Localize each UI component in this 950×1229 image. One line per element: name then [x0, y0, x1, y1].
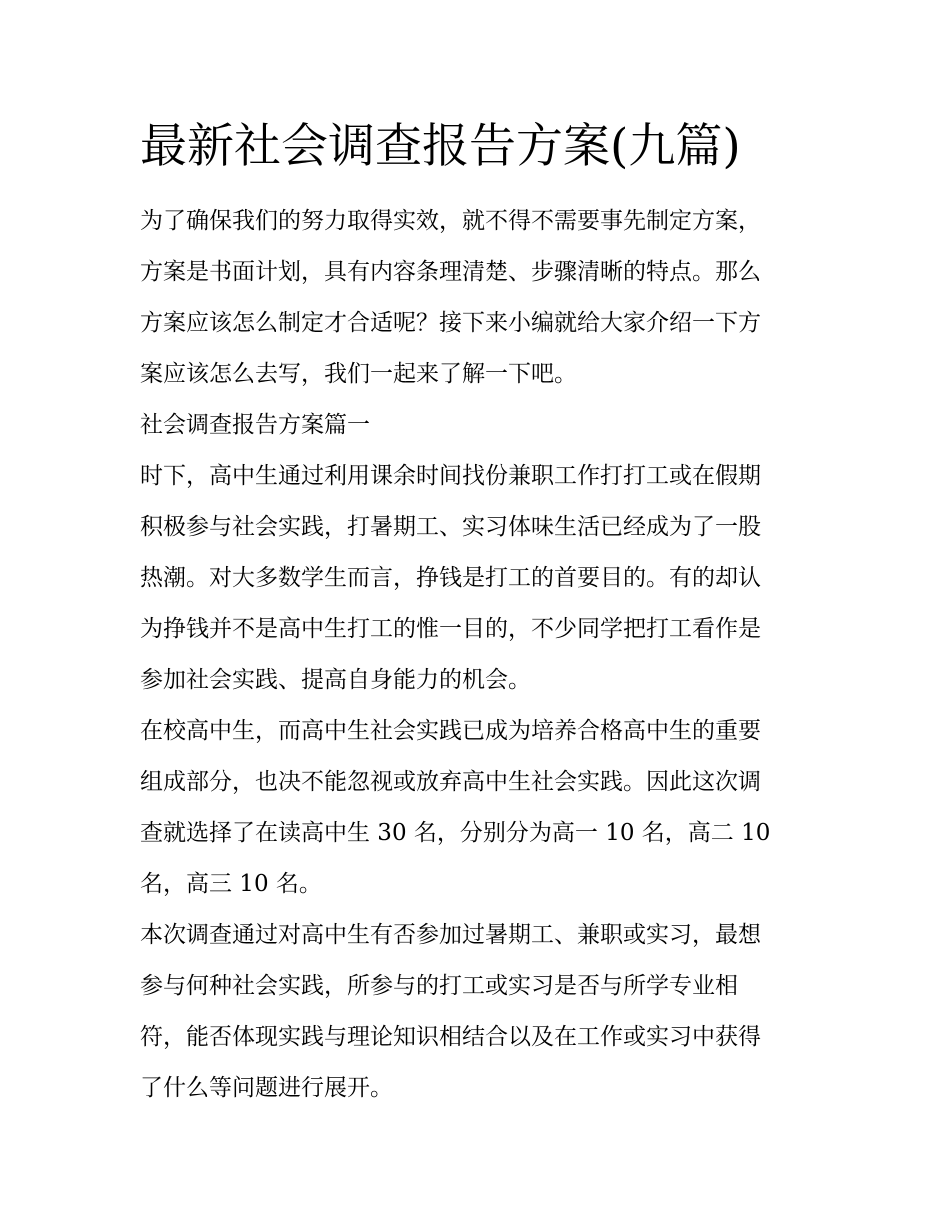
text-line: 参加社会实践、提高自身能力的机会。	[140, 667, 531, 693]
text-line: 本次调查通过对高中生有否参加过暑期工、兼职或实习，最想	[140, 922, 761, 948]
text-line: 符，能否体现实践与理论知识相结合以及在工作或实习中获得	[140, 1024, 761, 1050]
text-line: 名，高三 10 名。	[140, 871, 322, 897]
text-line: 组成部分，也决不能忽视或放弃高中生社会实践。因此这次调	[140, 769, 761, 795]
document-title: 最新社会调查报告方案(九篇)	[140, 119, 741, 174]
text-line: 查就选择了在读高中生 30 名，分别分为高一 10 名，高二 10	[140, 820, 771, 846]
text-line: 方案应该怎么制定才合适呢？接下来小编就给大家介绍一下方	[140, 310, 761, 336]
text-line: 为挣钱并不是高中生打工的惟一目的，不少同学把打工看作是	[140, 616, 761, 642]
section-heading	[140, 400, 812, 451]
text-line: 积极参与社会实践，打暑期工、实习体味生活已经成为了一股	[140, 514, 761, 540]
paragraph-2	[140, 706, 812, 910]
paragraph-1	[140, 451, 812, 706]
text-line: 为了确保我们的努力取得实效，就不得不需要事先制定方案，	[140, 208, 761, 234]
text-line: 热潮。对大多数学生而言，挣钱是打工的首要目的。有的却认	[140, 565, 761, 591]
text-line: 在校高中生，而高中生社会实践已成为培养合格高中生的重要	[140, 718, 761, 744]
text-line: 方案是书面计划，具有内容条理清楚、步骤清晰的特点。那么	[140, 259, 761, 285]
text-line: 了什么等问题进行展开。	[140, 1075, 393, 1101]
document-body	[140, 196, 812, 1114]
text-line: 案应该怎么去写，我们一起来了解一下吧。	[140, 361, 577, 387]
text-line: 参与何种社会实践，所参与的打工或实习是否与所学专业相	[140, 973, 738, 999]
text-line: 时下，高中生通过利用课余时间找份兼职工作打打工或在假期	[140, 463, 761, 489]
intro-paragraph	[140, 196, 812, 400]
section-heading-text: 社会调查报告方案篇一	[140, 412, 370, 438]
paragraph-3	[140, 910, 812, 1114]
